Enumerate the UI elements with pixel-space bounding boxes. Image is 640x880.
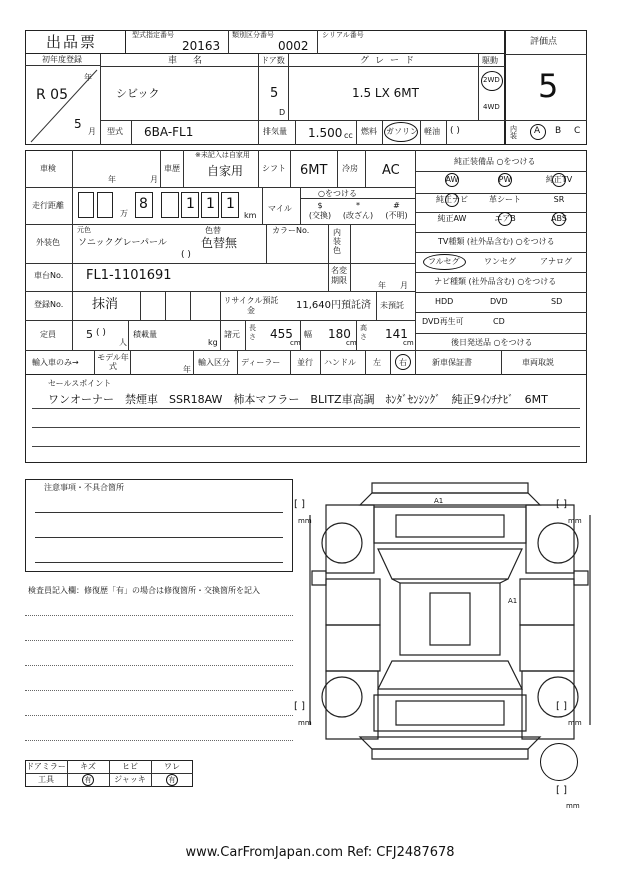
meter-unknown: # (不明) (385, 201, 408, 220)
month-unit: 月 (88, 127, 96, 136)
mileage-digit-box-4 (161, 192, 179, 218)
legend-tools-value: 有 (84, 776, 92, 784)
right-option: 右 (399, 358, 407, 367)
km-unit: km (244, 211, 257, 220)
docs-title: 後日発送品 ○をつける (451, 338, 533, 347)
docs-manual: 車両取説 (522, 358, 554, 367)
model-year-label: モデル年式 (97, 353, 129, 371)
paint-paren: ( ) (181, 250, 191, 260)
capacity-label: 定員 (40, 330, 56, 339)
height-label: 高さ (360, 324, 367, 341)
tv-fullseg-circle (423, 254, 466, 270)
chassis-label: 車台No. (34, 271, 64, 280)
navi-item-hdd: HDD (435, 297, 454, 306)
sales-label: セールスポイント (48, 379, 112, 388)
orig-color-value: ソニックグレーパール (78, 238, 167, 248)
height-value: 141 (385, 327, 408, 341)
mileage-digit-2: 1 (186, 196, 195, 212)
caution-label: 注意事項・不具合箇所 (44, 483, 124, 492)
tire-bracket-rl: [ ] (294, 701, 305, 712)
navi-item-dvdplay: DVD再生可 (422, 317, 464, 326)
ac-label: 冷房 (342, 164, 358, 173)
serial-label: シリアル番号 (322, 31, 364, 39)
capacity-paren: ( ) (96, 328, 106, 338)
navi-item-dvd: DVD (490, 297, 508, 306)
equipment-item-circle (552, 173, 566, 187)
first-reg-month: 5 (74, 117, 82, 131)
color-no-label: カラーNo. (272, 226, 310, 235)
fuel-paren: ( ) (450, 126, 460, 136)
reg-value: 抹消 (92, 297, 119, 312)
tire-bracket-spare: [ ] (556, 785, 567, 796)
handle-label: ハンドル (324, 358, 356, 367)
navi-item-cd: CD (493, 317, 505, 326)
import-type-label: 輸入区分 (198, 358, 230, 367)
mileage-digit-4: 1 (226, 196, 235, 212)
recycle-label: リサイクル預託金 (223, 296, 279, 315)
grade-label: グレード (360, 56, 421, 66)
tire-mm-spare: mm (566, 802, 580, 810)
tv-title: TV種類 (社外品含む) ○をつける (438, 237, 555, 246)
width-label: 幅 (304, 330, 312, 339)
reg-label: 登録No. (34, 300, 64, 309)
year-unit: 年 (84, 73, 92, 82)
chassis-value: FL1-1101691 (86, 268, 172, 283)
legend-mirror: ドアミラー (26, 762, 66, 771)
equipment-item: 革シート (489, 195, 521, 204)
caution-box (25, 479, 293, 572)
inspection-label: 車検 (40, 164, 56, 173)
inspection-month-unit: 月 (150, 175, 158, 184)
dealer-option: ディーラー (241, 358, 281, 367)
meter-exchange: $ (交換) (308, 201, 332, 220)
sales-box (25, 375, 587, 463)
drive-label: 駆動 (482, 56, 498, 65)
width-value: 180 (328, 327, 351, 341)
equipment-item: SR (553, 195, 565, 204)
fuel-label: 燃料 (361, 127, 377, 136)
model-value: 6BA-FL1 (144, 125, 194, 139)
tire-mm-fr: mm (568, 517, 582, 525)
navi-item-sd: SD (551, 297, 563, 306)
tire-mm-rr: mm (568, 719, 582, 727)
first-reg-label: 初年度登録 (42, 55, 82, 64)
page-title: 出品票 (46, 33, 98, 51)
equipment-item: AW (445, 175, 459, 184)
legend-jack-value: 有 (168, 776, 176, 784)
footer-ref: www.CarFromJapan.com Ref: CFJ2487678 (185, 845, 455, 860)
legend-tools: 工具 (38, 775, 54, 784)
load-label: 積載量 (133, 330, 157, 339)
equipment-item: 純正AW (437, 214, 467, 223)
mileage-mark-label: ○をつける (318, 189, 357, 198)
mileage-digit-3: 1 (206, 196, 215, 212)
height-cm: cm (403, 339, 414, 347)
diagram-mark-side: A1 (508, 597, 518, 605)
equipment-item: PW (498, 175, 512, 184)
mileage-digit-1: 8 (139, 196, 148, 212)
docs-warranty: 新車保証書 (432, 358, 472, 367)
equipment-item-circle (445, 193, 459, 207)
doors-label: ドア数 (261, 56, 285, 65)
tv-item-fullseg: フルセグ (428, 257, 460, 266)
first-reg-era: R 05 (36, 87, 68, 103)
tire-bracket-rr: [ ] (556, 701, 567, 712)
equipment-item-circle (445, 173, 459, 187)
tire-bracket-fl: [ ] (294, 499, 305, 510)
name-change-year-unit: 年 (378, 281, 386, 290)
shift-value: 6MT (300, 163, 328, 178)
person-unit: 人 (119, 338, 127, 347)
light-oil-label: 軽油 (424, 127, 440, 136)
import-label: 輸入車のみ→ (32, 358, 79, 367)
shift-label: シフト (262, 164, 286, 173)
paint-label: 色替 (205, 226, 221, 235)
equipment-item-circle (498, 173, 512, 187)
equipment-item: 純正TV (545, 175, 573, 184)
length-label: 長さ (249, 324, 256, 341)
score-value: 5 (538, 67, 559, 105)
grade-value: 1.5 LX 6MT (352, 86, 419, 100)
paint-value: 色替無 (201, 236, 238, 250)
length-value: 455 (270, 327, 293, 341)
legend-break: ワレ (164, 762, 180, 771)
man-unit: 万 (120, 209, 128, 218)
use-value: 自家用 (207, 164, 244, 178)
door-suffix: D (279, 108, 286, 117)
dims-label: 諸元 (224, 330, 240, 339)
model-year-unit: 年 (183, 365, 191, 374)
category-label: 類別区分番号 (232, 31, 274, 39)
displacement-label: 排気量 (263, 127, 287, 136)
mileage-digit-box-1 (78, 192, 94, 218)
equipment-item: エアB (494, 214, 516, 223)
doors-value: 5 (270, 86, 279, 101)
mile-label: マイル (268, 204, 292, 213)
mileage-digit-box-2 (97, 192, 113, 218)
displacement-value: 1.500 (308, 126, 343, 140)
vehicle-name: シビック (116, 87, 160, 100)
kg-unit: kg (208, 338, 218, 347)
mileage-label: 走行距離 (32, 201, 64, 210)
orig-color-label: 元色 (77, 226, 91, 234)
model-designation-value: 20163 (182, 39, 221, 53)
model-designation-label: 型式指定番号 (132, 31, 174, 39)
spare-tire (540, 743, 578, 781)
left-option: 左 (373, 358, 381, 367)
model-label: 型式 (107, 127, 123, 136)
legend-scratch: キズ (80, 762, 96, 771)
inspection-year-unit: 年 (108, 175, 116, 184)
category-value: 0002 (278, 39, 309, 53)
name-label: 車名 (168, 56, 219, 66)
legend-jack: ジャッキ (114, 775, 146, 784)
legend-crack: ヒビ (122, 762, 138, 771)
interior-label: 内装 (510, 125, 517, 140)
parallel-option: 並行 (297, 358, 313, 367)
score-label: 評価点 (530, 37, 558, 47)
sales-text: ワンオーナー 禁煙車 SSR18AW 柿本マフラー BLITZ車高調 ﾎﾝﾀﾞｾﾝｼﾝｸﾞ 純正9ｲﾝﾁﾅﾋﾞ 6MT (48, 393, 548, 406)
equipment-item-circle (552, 212, 566, 226)
tire-mm-fl: mm (298, 517, 312, 525)
ac-value: AC (382, 163, 400, 178)
interior-color-label: 内装色 (333, 228, 341, 255)
equipment-item: ABS (551, 214, 567, 223)
use-note: ※未記入は自家用 (195, 151, 250, 159)
tv-item-analog: アナログ (540, 257, 572, 266)
width-cm: cm (346, 339, 357, 347)
drive-4wd: 4WD (483, 103, 500, 111)
name-change-month-unit: 月 (400, 281, 408, 290)
equipment-item-circle (498, 212, 512, 226)
tire-bracket-fr: [ ] (556, 499, 567, 510)
displacement-unit: cc (344, 131, 353, 140)
name-change-label: 名変期限 (331, 266, 347, 285)
diagram-mark-front: A1 (434, 497, 444, 505)
interior-c: C (574, 126, 581, 136)
recycle-value: 11,640円預託済 (296, 300, 371, 311)
length-cm: cm (290, 339, 301, 347)
equipment-item: 純正ナビ (436, 195, 468, 204)
capacity-value: 5 (86, 328, 93, 341)
fuel-value: ガソリン (386, 127, 418, 136)
recycle-unpaid: 未預託 (380, 301, 404, 310)
interior-a: A (534, 126, 541, 136)
navi-title: ナビ種類 (社外品含む) ○をつける (434, 277, 557, 286)
inspector-label: 検査員記入欄：修復歴「有」の場合は修復箇所・交換箇所を記入 (28, 586, 260, 595)
meter-tamper: * (改ざん) (342, 201, 374, 220)
use-label: 車歴 (164, 164, 180, 173)
interior-b: B (555, 126, 562, 136)
tire-mm-rl: mm (298, 719, 312, 727)
tv-item-oneseg: ワンセグ (484, 257, 516, 266)
drive-2wd: 2WD (483, 76, 500, 84)
equipment-title: 純正装備品 ○をつける (454, 157, 536, 166)
color-label: 外装色 (36, 238, 60, 247)
